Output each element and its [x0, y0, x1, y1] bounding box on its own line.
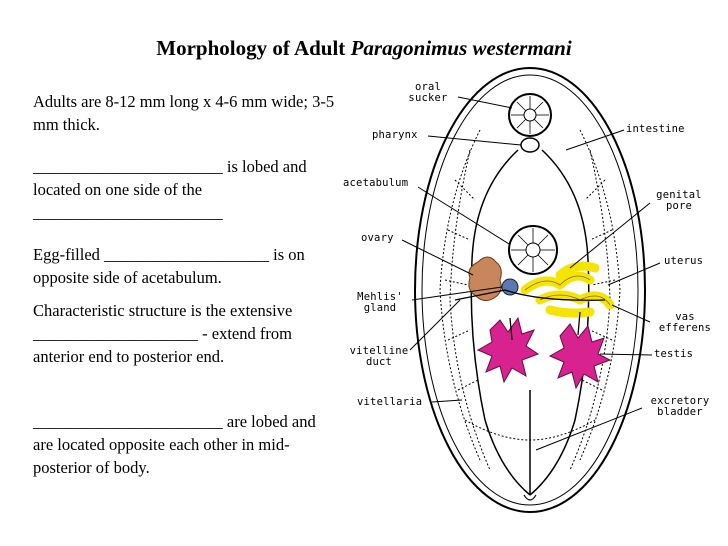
- label-pharynx: pharynx: [372, 129, 418, 141]
- label-testis: testis: [654, 348, 694, 360]
- label-excretory-bladder-line2: bladder: [657, 406, 703, 418]
- pharynx-shape: [521, 138, 539, 152]
- title-main: Morphology of Adult: [156, 36, 351, 60]
- title-species: Paragonimus westermani: [350, 36, 572, 60]
- label-excretory-bladder-line1: excretory: [650, 395, 710, 407]
- paragraph-size: Adults are 8-12 mm long x 4-6 mm wide; 3-5 mm thick.: [33, 92, 335, 134]
- label-vitelline-duct-line2: duct: [365, 356, 393, 368]
- excretory-pore: [524, 495, 536, 500]
- paragraph-testes: _______________________ are lobed and are located opposite each other in mid-posterior of body.: [33, 412, 316, 477]
- label-acetabulum: acetabulum: [343, 177, 409, 189]
- label-oral-sucker: [398, 82, 458, 104]
- label-genital-pore-line2: pore: [665, 200, 693, 212]
- label-vitellaria: vitellaria: [357, 396, 423, 408]
- testis-right: [550, 324, 610, 388]
- label-vas-efferens-line2: efferens: [658, 322, 712, 334]
- label-oral-sucker-line1: oral: [414, 81, 442, 93]
- testis-left: [478, 318, 538, 382]
- intestine-right: [530, 150, 589, 495]
- label-vitelline-duct-line1: vitelline: [349, 345, 409, 357]
- label-uterus: uterus: [664, 255, 704, 267]
- paragraph-uterus: Egg-filled ____________________ is on opposite side of acetabulum.: [33, 245, 305, 287]
- label-excretory-bladder: [642, 396, 718, 418]
- label-genital-pore-line1: genital: [656, 189, 702, 201]
- label-oral-sucker-line2: sucker: [408, 92, 448, 104]
- label-mehlis-gland-line1: Mehlis': [357, 291, 403, 303]
- label-vas-efferens-line1: vas: [675, 311, 695, 323]
- paragraph-vitellaria: Characteristic structure is the extensive ____________________ - extend from anterior end to posterior end.: [33, 301, 293, 366]
- paragraph-ovary: _______________________ is lobed and located on one side of the _______________________: [33, 157, 307, 222]
- label-ovary: ovary: [361, 232, 394, 244]
- label-mehlis-gland-line2: gland: [363, 302, 397, 314]
- label-vitelline-duct: [344, 346, 414, 368]
- label-mehlis-gland: [350, 292, 410, 314]
- label-vas-efferens: [650, 312, 720, 334]
- label-genital-pore: [644, 190, 714, 212]
- label-intestine: intestine: [626, 123, 685, 135]
